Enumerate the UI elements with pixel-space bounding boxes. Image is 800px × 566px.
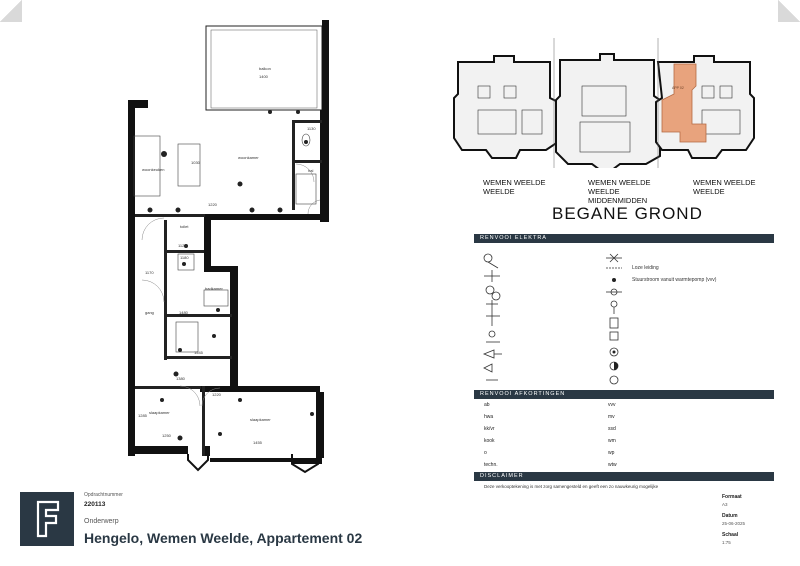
section-header-elektra: RENVOOI ELEKTRA: [474, 234, 774, 243]
dimension: 1250: [162, 433, 171, 438]
abbr-item: mv: [608, 414, 615, 420]
formaat-label: Formaat: [722, 494, 742, 500]
abbr-item: wtw: [608, 462, 617, 468]
dimension: 1180: [180, 255, 189, 260]
dimension: 1545: [194, 350, 203, 355]
dimension: 1170: [145, 270, 154, 275]
company-logo: [20, 492, 74, 546]
formaat-value: A3: [722, 502, 728, 507]
dimension: 1455: [253, 440, 262, 445]
opdracht-label: Opdrachtnummer: [84, 492, 123, 498]
dimension: 1380: [176, 376, 185, 381]
room-label-toilet: toilet: [180, 224, 189, 229]
room-label-gang: gang: [145, 310, 154, 315]
room-label-hal: hal: [308, 168, 314, 173]
abbr-item: techn.: [484, 462, 498, 468]
dimension: 1400: [259, 74, 268, 79]
dimension: 1220: [208, 202, 217, 207]
datum-label: Datum: [722, 513, 738, 519]
page-corner-fold-left: [0, 0, 22, 22]
floorplan: [120, 14, 340, 474]
opdracht-value: 220113: [84, 501, 106, 508]
section-header-afkortingen: RENVOOI AFKORTINGEN: [474, 390, 774, 399]
dimension: 1220: [212, 392, 221, 397]
floor-title: BEGANE GROND: [552, 204, 703, 223]
schaal-value: 1:75: [722, 540, 731, 545]
dimension: 1130: [307, 126, 316, 131]
onderwerp-label: Onderwerp: [84, 518, 119, 525]
abbr-item: kook: [484, 438, 495, 444]
abbr-item: kk/vr: [484, 426, 495, 432]
abbr-item: wp: [608, 450, 615, 456]
keyplan-label-left: WEMEN WEELDE WEELDE: [483, 178, 546, 196]
legend-item: Stuurstroom vanuit warmtepomp (vvv): [632, 277, 717, 283]
room-label-badkamer: badkamer: [205, 286, 223, 291]
abbr-item: ssd: [608, 426, 616, 432]
building-keyplan: [450, 38, 780, 168]
dimension: 1125: [178, 243, 187, 248]
abbr-item: wm: [608, 438, 616, 444]
room-label-slaapkamer: slaapkamer: [250, 417, 271, 422]
document-title: Hengelo, Wemen Weelde, Appartement 02: [84, 530, 363, 546]
section-header-disclaimer: DISCLAIMER: [474, 472, 774, 481]
schaal-label: Schaal: [722, 532, 739, 538]
elektra-symbols: [474, 246, 774, 386]
keyplan-label-right: WEMEN WEELDE WEELDE: [693, 178, 756, 196]
abbr-item: o: [484, 450, 487, 456]
room-label-slaapkamer: slaapkamer: [149, 410, 170, 415]
abbr-item: vvv: [608, 402, 616, 408]
room-label-woonkeuken: woonkeuken: [142, 167, 165, 172]
abbr-item: hwa: [484, 414, 494, 420]
unit-label: APP 02: [672, 86, 684, 90]
keyplan-label-middle: WEMEN WEELDE WEELDE MIDDENMIDDEN: [588, 178, 651, 205]
room-label-balkon: balkon: [259, 66, 271, 71]
dimension: 1285: [138, 413, 147, 418]
page-corner-fold-right: [778, 0, 800, 22]
legend-item: Loze leiding: [632, 265, 659, 271]
datum-value: 25-06-2025: [722, 521, 746, 526]
room-label-woonkamer: woonkamer: [238, 155, 259, 160]
dimension: 1480: [179, 310, 188, 315]
abbr-item: ab: [484, 402, 490, 408]
disclaimer-text: Deze verkooptekening is met zorg samengesteld en geeft een zo nauwkeurig mogelijke: [484, 484, 659, 489]
dimension: 1030: [191, 160, 200, 165]
logo-f-icon: [20, 492, 74, 546]
